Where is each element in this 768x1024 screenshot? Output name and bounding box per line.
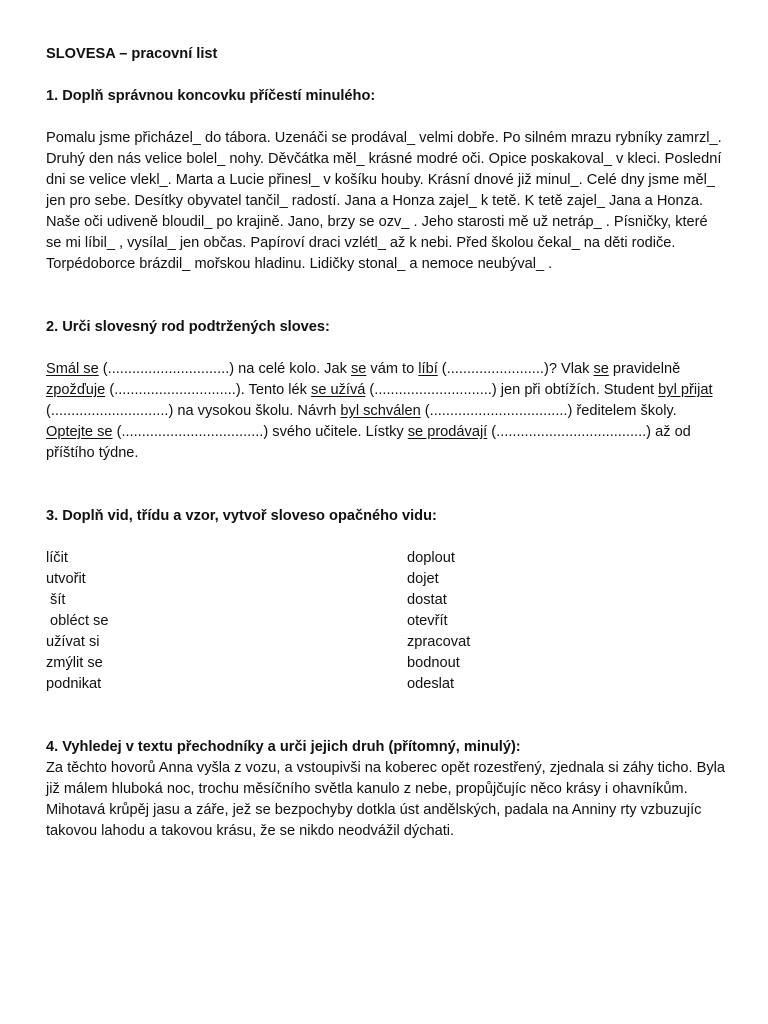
section-1-text: Pomalu jsme přicházel_ do tábora. Uzenáči se prodával_ velmi dobře. Po silném mrazu rybníky zamrzl_. Druhý den nás velice bolel_ nohy. Děvčátka měl_ krásné modré oči. Opice poskakoval_ v kleci. Poslední dni se velice vlekl_. Marta a Lucie přinesl_ v košíku houby. Krásní dnové již minul_. Celé dny jsme měl_ jen pro sebe. Desítky obyvatel tančil_ radostí. Jana a Honza zajel_ k tetě. K tetě zajel_ Jana a Honza. Naše oči udiveně bloudil_ po krajině. Jano, brzy se ozv_ . Jeho starosti mě už netráp_ . Písničky, které se mi líbil_ , vysílal_ jen občas. Papíroví draci vzlétl_ až k nebi. Před školou čekal_ na děti rodiče. Torpédoborce brázdil_ mořskou hladinu. Lidičky stonal_ a nemoce neubýval_ . — [46, 130, 722, 272]
list-item: utvořit — [46, 571, 86, 587]
verb-columns — [46, 548, 726, 695]
verb-list-left — [46, 548, 407, 695]
worksheet — [46, 44, 726, 842]
list-item: otevřít — [407, 613, 448, 629]
section-2 — [46, 317, 726, 464]
underlined-verb: se prodávají — [407, 424, 488, 440]
exercise-text: (..............................). Tento lék — [105, 382, 312, 398]
underlined-verb: se užívá — [311, 382, 366, 398]
page-title: SLOVESA – pracovní list — [46, 46, 218, 62]
section-4-heading: 4. Vyhledej v textu přechodníky a urči jejich druh (přítomný, minulý): — [46, 739, 521, 755]
exercise-text: (...................................) svého učitele. Lístky — [112, 424, 408, 440]
list-item: zpracovat — [407, 634, 471, 650]
underlined-verb: se — [350, 361, 367, 377]
exercise-text: vám to — [366, 361, 419, 377]
section-3-heading: 3. Doplň vid, třídu a vzor, vytvoř sloveso opačného vidu: — [46, 508, 437, 524]
exercise-text: (.............................) na vysokou školu. Návrh — [46, 403, 341, 419]
section-2-heading: 2. Urči slovesný rod podtržených sloves: — [46, 319, 330, 335]
list-item: odeslat — [407, 676, 455, 692]
underlined-verb: byl přijat — [658, 382, 713, 398]
exercise-text: pravidelně — [608, 361, 681, 377]
exercise-text: (..............................) na celé kolo. Jak — [98, 361, 351, 377]
verb-list-right — [407, 548, 470, 695]
section-1 — [46, 86, 726, 275]
underlined-verb: zpožďuje — [46, 382, 106, 398]
exercise-text: (.............................) jen při obtížích. Student — [365, 382, 659, 398]
list-item: dojet — [407, 571, 439, 587]
list-item: podnikat — [46, 676, 102, 692]
exercise-text: (..................................) ředitelem školy. — [420, 403, 677, 419]
list-item: líčit — [46, 550, 68, 566]
list-item: šít — [46, 592, 66, 608]
underlined-verb: se — [593, 361, 609, 377]
section-4-text: Za těchto hovorů Anna vyšla z vozu, a vstoupivši na koberec opět rozestřený, zjednala si záhy ticho. Byla již málem hluboká noc, trochu měsíčního světla kanulo z nebe, propůjčujíc něco krásy i ohavníkům. Mihotavá krůpěj jasu a záře, jež se bezpochyby dotkla úst andělských, padala na Anniny rty vzbuzujíc takovou lahodu a takovou krásu, že se nikdo neodvážil dýchati. — [46, 760, 725, 839]
section-2-text — [46, 359, 726, 464]
list-item: bodnout — [407, 655, 460, 671]
list-item: doplout — [407, 550, 455, 566]
exercise-text: (........................)? Vlak — [437, 361, 594, 377]
section-3 — [46, 506, 726, 695]
section-4 — [46, 737, 726, 842]
underlined-verb: Smál se — [46, 361, 99, 377]
underlined-verb: líbí — [418, 361, 438, 377]
underlined-verb: byl schválen — [340, 403, 421, 419]
list-item: zmýlit se — [46, 655, 103, 671]
list-item: dostat — [407, 592, 447, 608]
list-item: užívat si — [46, 634, 100, 650]
underlined-verb: Optejte se — [46, 424, 113, 440]
section-1-heading: 1. Doplň správnou koncovku příčestí minulého: — [46, 88, 376, 104]
exercise-text: (.....................................) až od příštího týdne. — [46, 424, 691, 461]
list-item: obléct se — [46, 613, 109, 629]
